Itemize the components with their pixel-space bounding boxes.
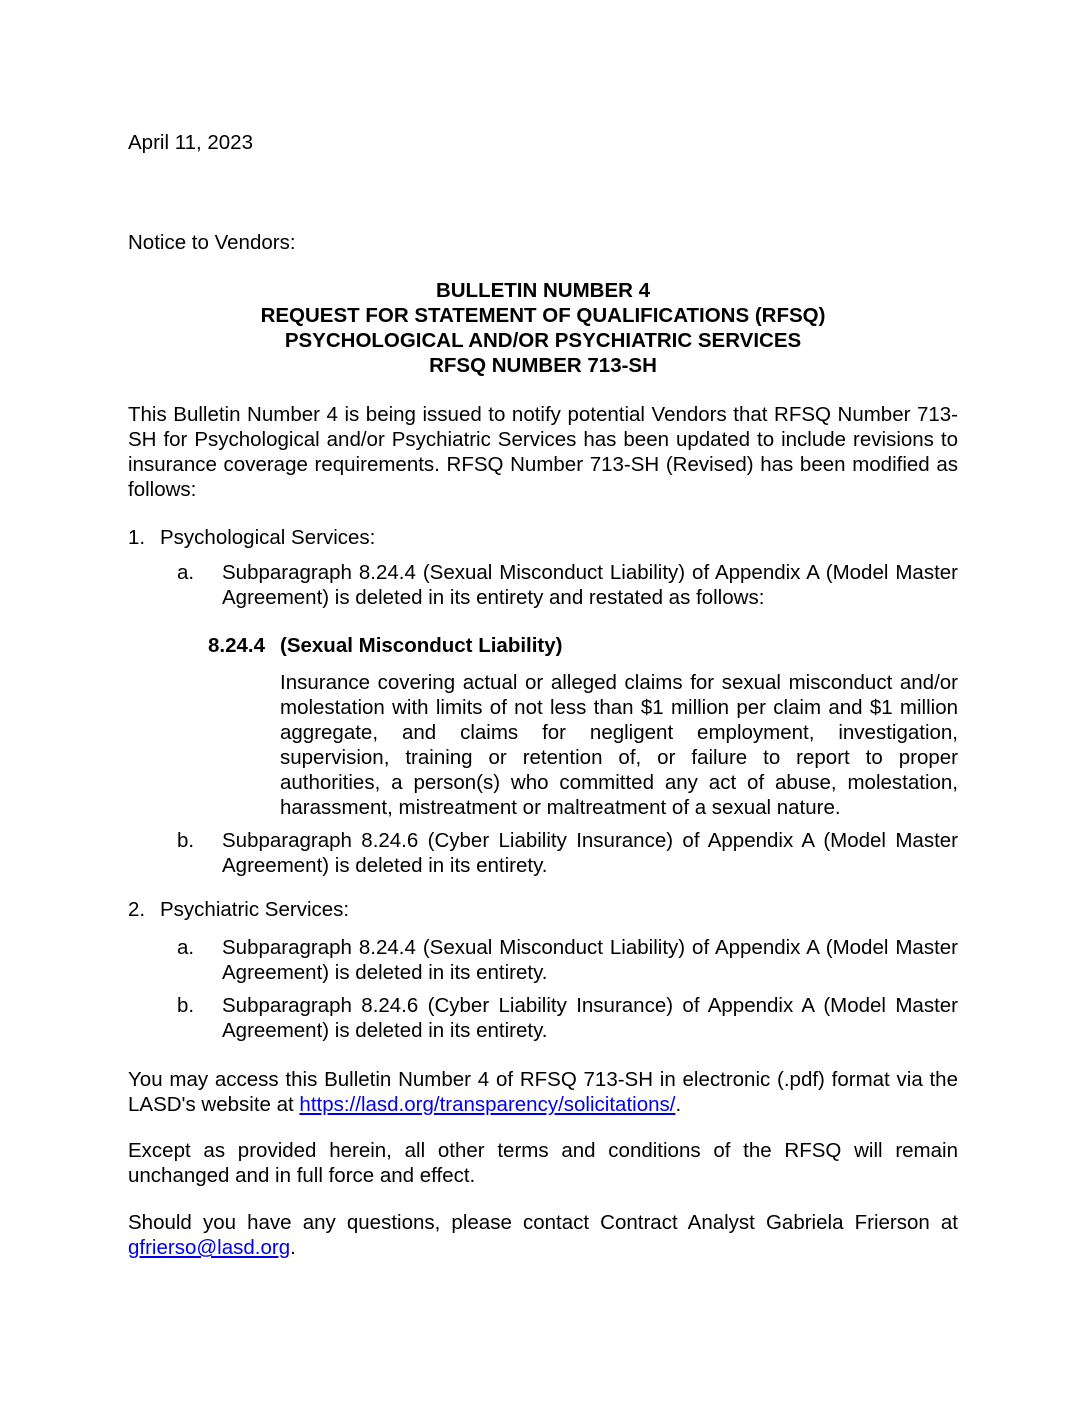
subsection-8-24-4-heading xyxy=(208,633,958,658)
solicitations-url-link[interactable]: https://lasd.org/transparency/solicitations/ xyxy=(299,1093,676,1116)
title-line-rfsq-number: RFSQ NUMBER 713-SH xyxy=(429,354,657,377)
section-1-number: 1. xyxy=(128,526,146,549)
section-2-item-a-letter: a. xyxy=(177,936,195,959)
subsection-number: 8.24.4 xyxy=(208,634,265,657)
access-text-suffix: . xyxy=(675,1093,682,1116)
salutation: Notice to Vendors: xyxy=(128,231,296,254)
access-paragraph xyxy=(128,1067,958,1117)
contact-text-prefix: Should you have any questions, please contact Contract Analyst Gabriela Frierson at xyxy=(128,1211,958,1234)
access-text-prefix: You may access this Bulletin Number 4 of RFSQ 713-SH in electronic (.pdf) format via the LASD's website at xyxy=(128,1068,958,1116)
section-2-item-b-text: Subparagraph 8.24.6 (Cyber Liability Insurance) of Appendix A (Model Master Agreement) is deleted in its entirety. xyxy=(222,994,958,1042)
terms-paragraph: Except as provided herein, all other terms and conditions of the RFSQ will remain unchanged and in full force and effect. xyxy=(128,1139,958,1187)
section-2-heading xyxy=(128,897,958,922)
title-line-services: PSYCHOLOGICAL AND/OR PSYCHIATRIC SERVICES xyxy=(284,329,802,352)
subsection-body: Insurance covering actual or alleged claims for sexual misconduct and/or molestation with limits of not less than $1 million per claim and $1 million aggregate, and claims for negligent employment, investigation, supervision, training or retention of, or failure to report to proper authorities, a person(s) who committed any act of abuse, molestation, harassment, mistreatment or maltreatment of a sexual nature. xyxy=(280,671,958,819)
bulletin-title-block xyxy=(128,278,958,378)
document-date: April 11, 2023 xyxy=(128,131,253,154)
title-line-bulletin-number: BULLETIN NUMBER 4 xyxy=(435,279,651,302)
contact-paragraph xyxy=(128,1210,958,1260)
section-2-item-a-text: Subparagraph 8.24.4 (Sexual Misconduct Liability) of Appendix A (Model Master Agreement) is deleted in its entirety. xyxy=(222,936,958,984)
section-2-item-b-letter: b. xyxy=(177,994,195,1017)
contact-email-link[interactable]: gfrierso@lasd.org xyxy=(128,1236,291,1259)
section-1-heading xyxy=(128,525,958,550)
section-1-item-b xyxy=(177,828,958,878)
title-line-rfsq: REQUEST FOR STATEMENT OF QUALIFICATIONS (RFSQ) xyxy=(260,304,826,327)
section-2-number: 2. xyxy=(128,898,146,921)
section-2-item-a xyxy=(177,935,958,985)
section-1-label: Psychological Services: xyxy=(160,526,376,549)
section-1-item-a-text: Subparagraph 8.24.4 (Sexual Misconduct Liability) of Appendix A (Model Master Agreement) is deleted in its entirety and restated as follows: xyxy=(222,561,958,609)
contact-text-suffix: . xyxy=(290,1236,296,1259)
intro-paragraph: This Bulletin Number 4 is being issued to notify potential Vendors that RFSQ Number 713-SH for Psychological and/or Psychiatric Services has been updated to include revisions to insurance coverage requirements. RFSQ Number 713-SH (Revised) has been modified as follows: xyxy=(128,403,958,501)
section-1-item-a xyxy=(177,560,958,610)
section-1-item-a-letter: a. xyxy=(177,561,195,584)
subsection-title: (Sexual Misconduct Liability) xyxy=(280,634,563,657)
section-2-item-b xyxy=(177,993,958,1043)
section-2-label: Psychiatric Services: xyxy=(160,898,350,921)
section-1-item-b-letter: b. xyxy=(177,829,195,852)
section-1-item-b-text: Subparagraph 8.24.6 (Cyber Liability Insurance) of Appendix A (Model Master Agreement) is deleted in its entirety. xyxy=(222,829,958,877)
